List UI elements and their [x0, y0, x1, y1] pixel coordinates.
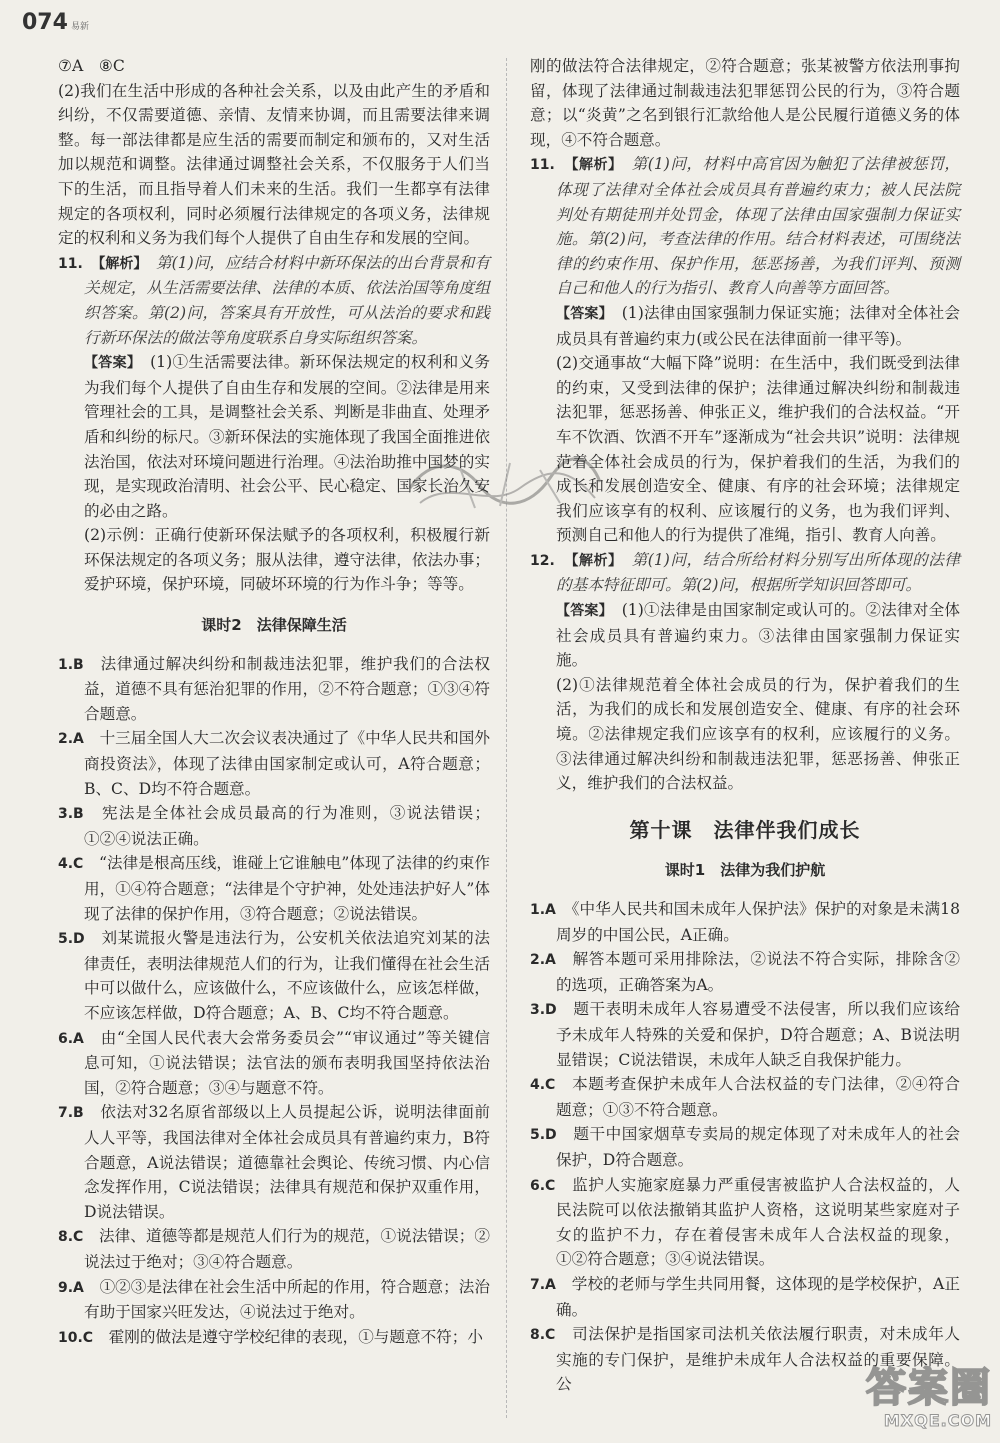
item-text: 法律、道德等都是规范人们行为的规范，①说法错误；②说法过于绝对；③④符合题意。 — [84, 1227, 490, 1271]
item-number: 11. — [58, 255, 83, 272]
column-divider — [506, 58, 507, 1418]
item-number: 11. — [530, 157, 555, 174]
answer-paragraph — [530, 54, 960, 152]
item-number: 3.D — [530, 1002, 557, 1019]
item-number: 4.C — [58, 856, 84, 873]
answer-item — [58, 801, 490, 851]
answer-item — [530, 947, 960, 997]
item-text: 解答本题可采用排除法，②说法不符合实际，排除含②的选项，正确答案为A。 — [556, 950, 960, 994]
item-text: 法律通过解决纠纷和制裁违法犯罪，维护我们的合法权益，道德不具有惩治犯罪的作用，②不符合题意；①③④符合题意。 — [84, 654, 490, 723]
item-number: 2.A — [58, 731, 84, 748]
item-text: (1)①法律是由国家制定或认可的。②法律对全体社会成员具有普遍约束力。③法律由国家强制力保证实施。 — [556, 601, 960, 670]
answer-paragraph — [58, 54, 490, 79]
item-text: 监护人实施家庭暴力严重侵害被监护人合法权益的，人民法院可以依法撤销其监护人资格，这说明某些家庭对子女的监护不力，存在着侵害未成年人合法权益的现象，①②符合题意；③④说法错误。 — [556, 1175, 960, 1269]
item-text: 由“全国人民代表大会常务委员会”“审议通过”等关键信息可知，①说法错误；法官法的颁布表明我国坚持依法治国，②符合题意；③④与题意不符。 — [84, 1028, 490, 1097]
item-tag: 【解析】 — [571, 552, 616, 569]
page-number: 074 易新 — [22, 10, 89, 35]
item-text: (2)交通事故“大幅下降”说明：在生活中，我们既受到法律的约束，又受到法律的保护；法律通过解决纠纷和制裁违法犯罪，惩恶扬善、伸张正义，维护我们的合法权益。“开车不饮酒、饮酒不开车”逐渐成为“社会共识”说明：法律规范着全体社会成员的行为，保护着我们的生活，为我们的成长和发展创造安全、健康、有序的社会环境；法律规定我们应该享有的权利、应该履行的义务，也为我们评判、预测自己和他人的行为提供了准绳，指引、教育人向善。 — [556, 354, 960, 545]
answer-item — [58, 926, 490, 1025]
item-text: 依法对32名原省部级以上人员提起公诉，说明法律面前人人平等，我国法律对全体社会成员具有普遍约束力，B符合题意，A说法错误；道德靠社会舆论、传统习惯、内心信念发挥作用，C说法错误；法律具有规范和保护双重作用，D说法错误。 — [84, 1103, 490, 1221]
item-tag: 【答案】 — [556, 305, 606, 322]
item-text: (2)示例：正确行使新环保法赋予的各项权利，积极履行新环保法规定的各项义务；服从法律，遵守法律，依法办事；爱护环境，保护环境，同破坏环境的行为作斗争；等等。 — [84, 526, 490, 594]
answer-item — [58, 652, 490, 727]
item-number: 6.C — [530, 1177, 556, 1194]
answer-item — [58, 1026, 490, 1101]
answer-item — [530, 1173, 960, 1272]
left-column — [58, 54, 490, 1350]
answer-item — [58, 1325, 490, 1351]
item-text: 学校的老师与学生共同用餐，这体现的是学校保护，A正确。 — [556, 1274, 960, 1319]
answer-paragraph — [530, 598, 960, 673]
item-text: 题干中国家烟草专卖局的规定体现了对未成年人的社会保护，D符合题意。 — [556, 1125, 960, 1169]
item-text: (2)①法律规范着全体社会成员的行为，保护着我们的生活，为我们的成长和发展创造安全、健康、有序的社会环境。②法律规定我们应该享有的权利，应该履行的义务。③法律通过解决纠纷和制裁违法犯罪，惩恶扬善、伸张正义，维护我们的合法权益。 — [556, 675, 960, 793]
answer-paragraph — [530, 301, 960, 351]
answer-item — [58, 251, 490, 350]
watermark-logo — [796, 1365, 992, 1437]
item-number: 9.A — [58, 1279, 84, 1296]
item-tag: 【答案】 — [556, 603, 606, 620]
right-column — [530, 54, 960, 1397]
item-text: 《中华人民共和国未成年人保护法》保护的对象是未满18周岁的中国公民，A正确。 — [556, 900, 960, 944]
item-text: 司法保护是指国家司法机关依法履行职责，对未成年人实施的专门保护，是维护未成年人合法权益的重要保障。公 — [556, 1325, 960, 1394]
lesson-heading: 课时2 法律保障生活 — [201, 616, 347, 635]
item-text: “法律是根高压线，谁碰上它谁触电”体现了法律的约束作用，①④符合题意；“法律是个守护神，处处违法护好人”体现了法律的保护作用，③符合题意；②说法错误。 — [84, 854, 490, 923]
answer-paragraph — [58, 523, 490, 597]
answer-paragraph — [58, 79, 490, 251]
lesson-heading: 课时1 法律为我们护航 — [664, 861, 826, 880]
item-text: ①②③是法律在社会生活中所起的作用，符合题意；法治有助于国家兴旺发达，④说法过于绝对。 — [84, 1277, 490, 1322]
item-number: 4.C — [530, 1077, 556, 1094]
answer-item — [58, 1275, 490, 1325]
answer-item — [530, 1122, 960, 1172]
answer-item — [58, 1100, 490, 1224]
item-text: (2)我们在生活中形成的各种社会关系，以及由此产生的矛盾和纠纷，不仅需要道德、亲情、友情来协调，而且需要法律来调整。每一部法律都是应生活的需要而制定和颁布的，又对生活加以规范和调整。法律通过调整社会关系，不仅服务于人们当下的生活，而且指导着人们未来的生活。我们一生都享有法律规定的各项权利，同时必须履行法律规定的各项义务，法律规定的权利和义务为我们每个人提供了自由生存和发展的空间。 — [58, 81, 490, 248]
item-text: 本题考查保护未成年人合法权益的专门法律，②④符合题意；①③不符合题意。 — [556, 1075, 960, 1119]
answer-item — [530, 897, 960, 947]
watermark-title: 答案圈 — [866, 1365, 992, 1411]
answer-item — [530, 152, 960, 301]
item-explanation: 第(1)问，材料中高官因为触犯了法律被惩罚，体现了法律对全体社会成员具有普遍约束力；被人民法院判处有期徒刑并处罚金，体现了法律由国家强制力保证实施。第(2)问，考查法律的作用。结合材料表述，可围绕法律的约束作用、保护作用，惩恶扬善，为我们评判、预测自己和他人的行为指引、教育人向善等方面回答。 — [556, 155, 960, 298]
item-text: 十三届全国人大二次会议表决通过了《中华人民共和国外商投资法》，体现了法律由国家制定或认可，A符合题意；B、C、D均不符合题意。 — [84, 729, 490, 798]
answer-item — [58, 1224, 490, 1274]
item-number: 2.A — [530, 952, 556, 969]
item-number: 5.D — [530, 1127, 557, 1144]
item-tag: 【答案】 — [84, 355, 135, 372]
item-number: 8.C — [530, 1327, 556, 1344]
answer-item — [530, 1272, 960, 1322]
item-text: (1)①生活需要法律。新环保法规定的权利和义务为我们每个人提供了自由生存和发展的空间。②法律是用来管理社会的工具，是调整社会关系、判断是非曲直、处理矛盾和纠纷的标尺。③新环保法的实施体现了我国全面推进依法治国，依法对环境问题进行治理。④法治助推中国梦的实现，是实现政治清明、社会公平、民心稳定、国家长治久安的必由之路。 — [84, 353, 490, 520]
unit-heading: 第十课 法律伴我们成长 — [629, 817, 861, 842]
item-explanation: 第(1)问，结合所给材料分别写出所体现的法律的基本特征即可。第(2)问，根据所学知识回答即可。 — [556, 550, 960, 595]
item-text: 霍刚的做法是遵守学校纪律的表现，①与题意不符；小 — [108, 1327, 483, 1346]
item-number: 8.C — [58, 1229, 84, 1246]
page-number-label: 易新 — [70, 22, 89, 32]
item-text: ⑦A ⑧C — [58, 57, 125, 75]
item-text: (1)法律由国家强制力保证实施；法律对全体社会成员具有普遍约束力(或公民在法律面前一律平等)。 — [556, 303, 960, 348]
answer-paragraph — [530, 673, 960, 796]
item-number: 12. — [530, 552, 555, 569]
answer-item — [530, 997, 960, 1072]
item-number: 6.A — [58, 1030, 84, 1047]
item-tag: 【解析】 — [98, 255, 141, 272]
answer-paragraph — [58, 350, 490, 523]
watermark-url: MXQE.COM — [883, 1411, 992, 1430]
item-number: 7.B — [58, 1105, 84, 1122]
answer-item — [530, 548, 960, 598]
item-explanation: 第(1)问，应结合材料中新环保法的出台背景和有关规定，从生活需要法律、法律的本质、依法治国等角度组织答案。第(2)问，答案具有开放性，可从法治的要求和践行新环保法的做法等角度联系自身实际组织答案。 — [84, 253, 490, 347]
item-tag: 【解析】 — [571, 157, 616, 174]
item-number: 5.D — [58, 931, 85, 948]
answer-paragraph — [530, 351, 960, 548]
item-text: 刘某谎报火警是违法行为，公安机关依法追究刘某的法律责任，表明法律规范人们的行为，让我们懂得在社会生活中可以做什么，应该做什么，不应该做什么，应该怎样做，不应该怎样做，D符合题意；A、B、C均不符合题意。 — [84, 929, 490, 1022]
item-number: 10.C — [58, 1329, 94, 1346]
item-number: 7.A — [530, 1276, 556, 1293]
answer-item — [58, 726, 490, 801]
answer-item — [530, 1072, 960, 1122]
item-text: 宪法是全体社会成员最高的行为准则，③说法错误；①②④说法正确。 — [84, 804, 490, 848]
item-number: 3.B — [58, 806, 84, 823]
item-number: 1.B — [58, 656, 84, 673]
item-text: 刚的做法符合法律规定，②符合题意；张某被警方依法刑事拘留，体现了法律通过制裁违法犯罪惩罚公民的行为，③符合题意；以“炎黄”之名到银行汇款给他人是公民履行道德义务的体现，④不符合题意。 — [530, 57, 960, 149]
answer-item — [58, 851, 490, 926]
item-number: 1.A — [530, 902, 556, 918]
item-text: 题干表明未成年人容易遭受不法侵害，所以我们应该给予未成年人特殊的关爱和保护，D符合题意；A、B说法明显错误；C说法错误，未成年人缺乏自我保护能力。 — [556, 1000, 960, 1069]
